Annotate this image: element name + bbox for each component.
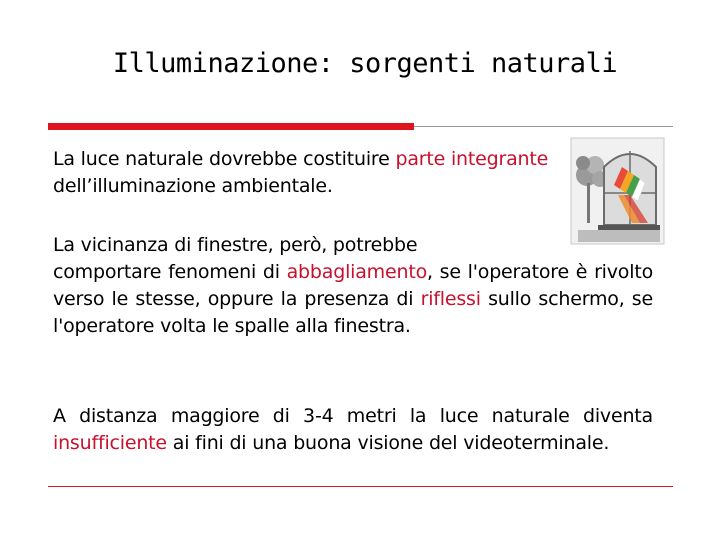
title-divider-line xyxy=(414,126,673,127)
text-span: ai fini di una buona visione del videoterminale. xyxy=(166,432,610,454)
window-illustration-icon xyxy=(570,137,665,245)
paragraph-natural-light xyxy=(53,146,653,200)
text-span: , se l'operatore è rivolto verso le stesse, oppure la presenza di xyxy=(53,261,653,310)
text-span: dell’illuminazione ambientale. xyxy=(53,175,333,197)
text-span: sullo schermo, se l'operatore volta le spalle alla finestra. xyxy=(53,288,653,337)
paragraph-distance xyxy=(53,403,653,457)
text-span: A distanza maggiore di 3-4 metri la luce naturale diventa xyxy=(53,405,653,427)
slide-title: Illuminazione: sorgenti naturali xyxy=(112,48,618,79)
highlight-insufficiente: insufficiente xyxy=(53,432,167,454)
text-span: comportare fenomeni di xyxy=(53,261,287,283)
highlight-riflessi: riflessi xyxy=(420,288,481,310)
bottom-divider xyxy=(48,486,673,487)
title-divider-accent xyxy=(48,123,414,130)
paragraph-window-proximity xyxy=(53,232,653,340)
highlight-parte-integrante: parte integrante xyxy=(395,148,549,170)
highlight-abbagliamento: abbagliamento xyxy=(286,261,427,283)
text-span: La vicinanza di finestre, però, potrebbe xyxy=(53,234,418,256)
text-span: La luce naturale dovrebbe costituire xyxy=(53,148,396,170)
